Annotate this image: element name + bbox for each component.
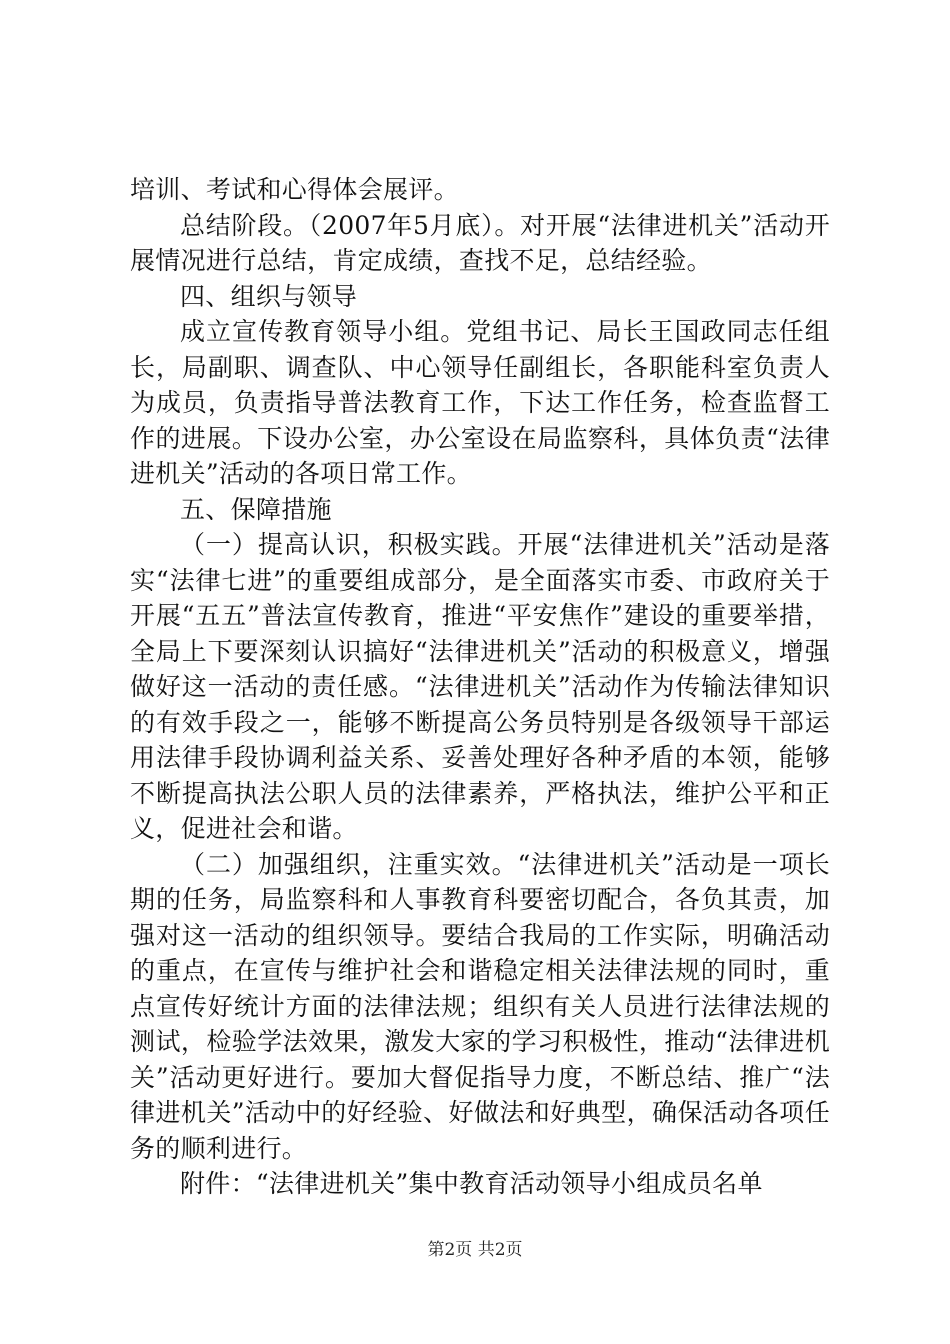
paragraph-continuation: 培训、考试和心得体会展评。 — [130, 175, 459, 204]
document-body — [130, 172, 830, 1202]
section-heading-organization: 四、组织与领导 — [180, 281, 358, 311]
paragraph-leadership-group: 成立宣传教育领导小组。党组书记、局长王国政同志任组长，局副职、调查队、中心领导任副组长，各职能科室负责人为成员，负责指导普法教育工作，下达工作任务，检查监督工作的进展。下设办公室，办公室设在局监察科，具体负责“法律进机关”活动的各项日常工作。 — [130, 317, 830, 488]
section-heading-measures: 五、保障措施 — [180, 494, 332, 524]
paragraph-measure-one: （一）提高认识，积极实践。开展“法律进机关”活动是落实“法律七进”的重要组成部分，是全面落实市委、市政府关于开展“五五”普法宣传教育，推进“平安焦作”建设的重要举措，全局上下要深刻认识搞好“法律进机关”活动的积极意义，增强做好这一活动的责任感。“法律进机关”活动作为传输法律知识的有效手段之一，能够不断提高公务员特别是各级领导干部运用法律手段协调利益关系、妥善处理好各种矛盾的本领，能够不断提高执法公职人员的法律素养，严格执法，维护公平和正义，促进社会和谐。 — [130, 530, 830, 843]
paragraph-attachment: 附件：“法律进机关”集中教育活动领导小组成员名单 — [180, 1169, 763, 1198]
paragraph-summary-stage: 总结阶段。（2007年5月底）。对开展“法律进机关”活动开展情况进行总结，肯定成绩，查找不足，总结经验。 — [130, 210, 830, 275]
page-footer: 第2页 共2页 — [427, 1240, 523, 1260]
paragraph-measure-two: （二）加强组织，注重实效。“法律进机关”活动是一项长期的任务，局监察科和人事教育科要密切配合，各负其责，加强对这一活动的组织领导。要结合我局的工作实际，明确活动的重点，在宣传与维护社会和谐稳定相关法律法规的同时，重点宣传好统计方面的法律法规；组织有关人员进行法律法规的测试，检验学法效果，激发大家的学习积极性，推动“法律进机关”活动更好进行。要加大督促指导力度，不断总结、推广“法律进机关”活动中的好经验、好做法和好典型，确保活动各项任务的顺利进行。 — [130, 849, 830, 1163]
